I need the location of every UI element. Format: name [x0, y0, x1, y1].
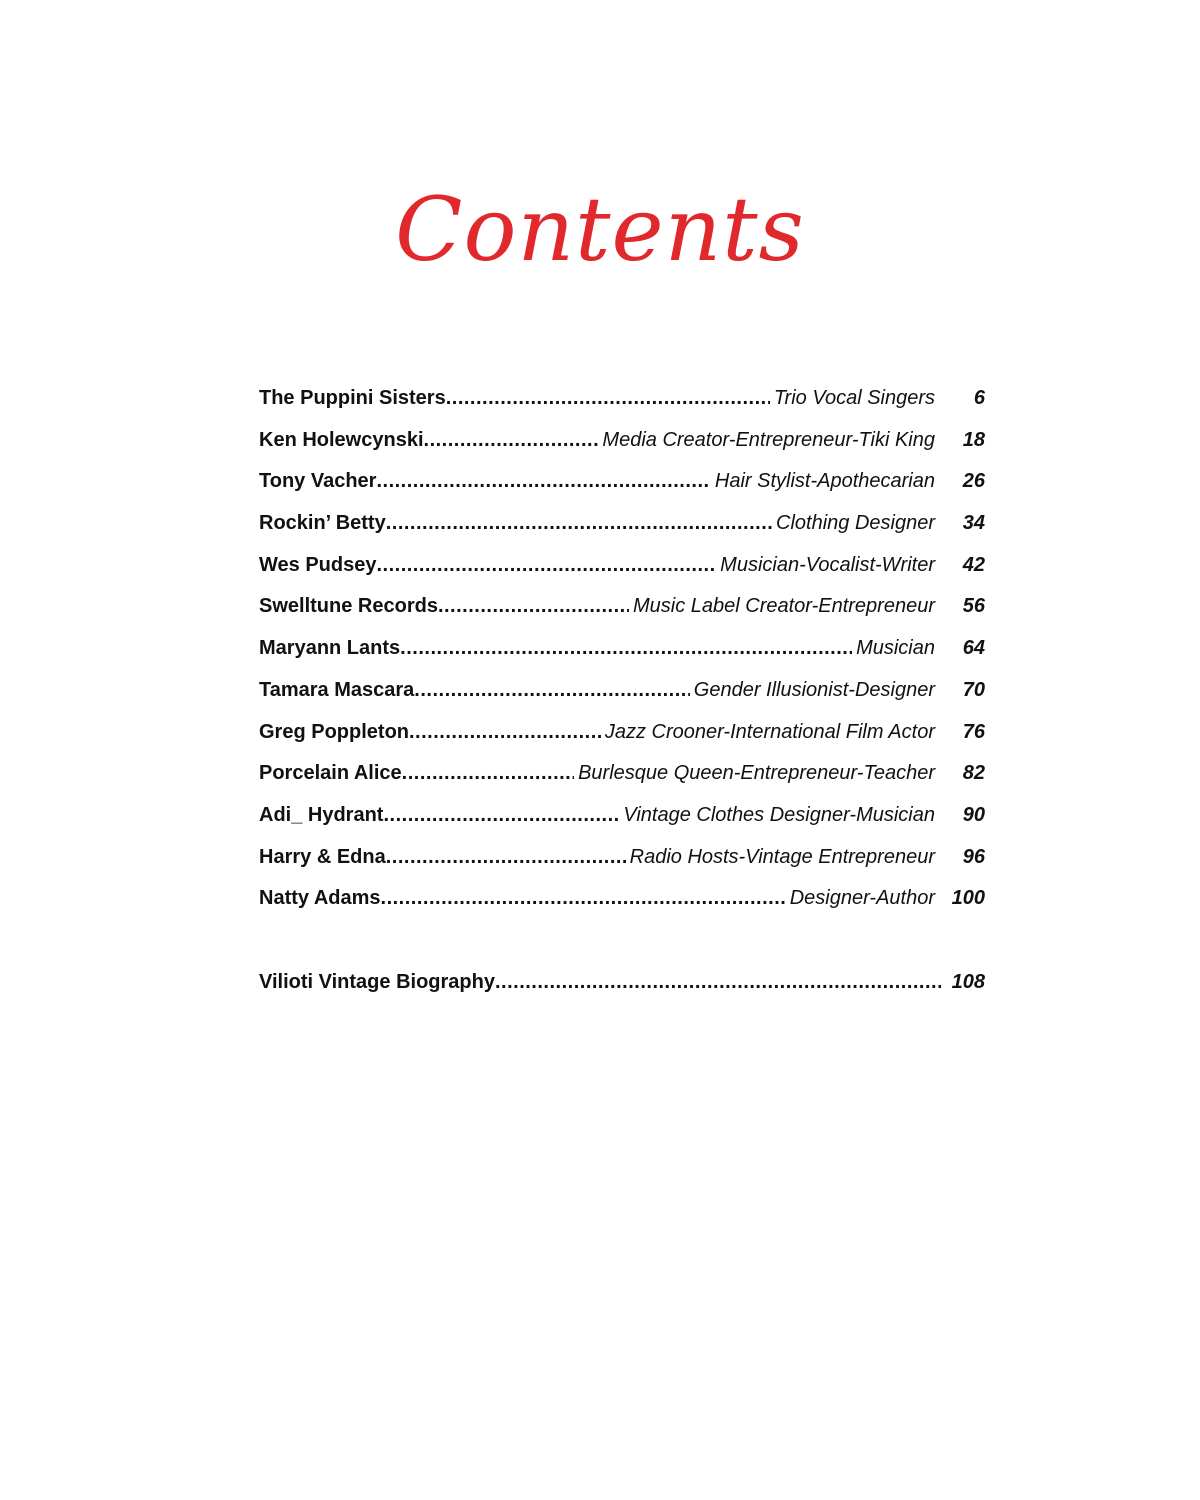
toc-entry[interactable] — [259, 545, 985, 587]
toc-entry-name: Maryann Lants — [259, 637, 401, 660]
toc-entry[interactable] — [259, 670, 985, 712]
dot-leader — [409, 712, 601, 754]
toc-entry-description: Vintage Clothes Designer-Musician — [623, 803, 935, 826]
dot-leader — [424, 420, 599, 462]
toc-entry[interactable] — [259, 378, 985, 420]
toc-entry-page: 76 — [962, 720, 985, 743]
toc-entry[interactable] — [259, 795, 985, 837]
toc-entry[interactable] — [259, 503, 985, 545]
dot-leader — [381, 878, 786, 920]
toc-entry[interactable] — [259, 837, 985, 879]
dot-leader — [386, 837, 626, 879]
dot-leader — [495, 962, 941, 1004]
toc-entry-name: Adi_ Hydrant — [259, 803, 384, 826]
toc-entry[interactable] — [259, 461, 985, 503]
toc-entry-name: Tamara Mascara — [259, 678, 415, 701]
page-title: Contents — [395, 178, 805, 281]
toc-entry-description: Clothing Designer — [776, 512, 935, 535]
toc-entry-description: Gender Illusionist-Designer — [693, 678, 935, 701]
toc-entry-description: Designer-Author — [789, 887, 935, 910]
toc-entry-page: 100 — [951, 887, 985, 910]
dot-leader — [383, 795, 619, 837]
toc-entry-description: Musician — [856, 637, 935, 660]
toc-entry-page: 70 — [962, 678, 985, 701]
table-of-contents — [259, 378, 985, 1003]
toc-entry-name: Rockin’ Betty — [259, 512, 386, 535]
toc-entry-name: Vilioti Vintage Biography — [259, 970, 495, 993]
dot-leader — [414, 670, 689, 712]
toc-entry-page: 64 — [962, 637, 985, 660]
toc-entry-page: 42 — [962, 553, 985, 576]
toc-entry-description: Hair Stylist-Apothecarian — [714, 470, 935, 493]
toc-entry-name: Greg Poppleton — [259, 720, 409, 743]
toc-entry[interactable] — [259, 753, 985, 795]
toc-entry[interactable] — [259, 712, 985, 754]
toc-entry-name: Harry & Edna — [259, 845, 386, 868]
toc-entry-description: Media Creator-Entrepreneur-Tiki King — [602, 428, 935, 451]
toc-entry-page: 6 — [973, 387, 985, 409]
dot-leader — [438, 586, 629, 628]
toc-entry-page: 56 — [962, 595, 985, 618]
toc-entry[interactable] — [259, 628, 985, 670]
toc-entry-page: 96 — [962, 845, 985, 868]
toc-entry-description: Jazz Crooner-International Film Actor — [604, 720, 935, 743]
toc-entry-description: Trio Vocal Singers — [773, 387, 935, 409]
toc-entry-page: 108 — [951, 970, 985, 993]
toc-entry-name: Wes Pudsey — [259, 553, 377, 576]
toc-entry-page: 90 — [962, 803, 985, 826]
dot-leader — [400, 628, 852, 670]
toc-entry[interactable] — [259, 586, 985, 628]
toc-entry-name: The Puppini Sisters — [259, 387, 446, 409]
dot-leader — [446, 378, 770, 420]
toc-entry-name: Tony Vacher — [259, 470, 377, 493]
toc-entry[interactable] — [259, 420, 985, 462]
toc-entry-page: 26 — [962, 470, 985, 493]
toc-entry-description: Musician-Vocalist-Writer — [720, 553, 935, 576]
dot-leader — [376, 461, 710, 503]
toc-entry[interactable] — [259, 878, 985, 920]
toc-entry-description: Music Label Creator-Entrepreneur — [632, 595, 935, 618]
dot-leader — [376, 545, 716, 587]
toc-entry-page: 18 — [962, 428, 985, 451]
toc-entry-page: 82 — [962, 762, 985, 785]
toc-entry-page: 34 — [962, 512, 985, 535]
toc-entry-name: Swelltune Records — [259, 595, 438, 618]
dot-leader — [386, 503, 772, 545]
toc-entry-description: Burlesque Queen-Entrepreneur-Teacher — [578, 762, 935, 785]
toc-entry-name: Ken Holewcynski — [259, 428, 424, 451]
toc-entry-name: Natty Adams — [259, 887, 381, 910]
toc-entry-description: Radio Hosts-Vintage Entrepreneur — [629, 845, 935, 868]
dot-leader — [402, 753, 574, 795]
toc-entry-appendix[interactable] — [259, 962, 985, 1004]
toc-entry-name: Porcelain Alice — [259, 762, 402, 785]
